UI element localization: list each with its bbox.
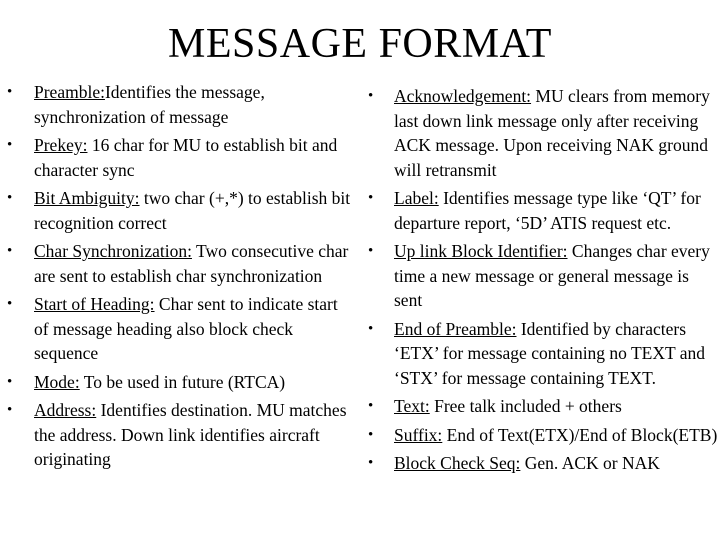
item-text: Identifies destination. MU matches the address. Down link identifies aircraft originating [34,400,347,469]
bullet-icon: • [368,190,374,206]
item-text: Two consecutive char are sent to establish char synchronization [34,241,349,286]
item-term: Bit Ambiguity: [34,188,140,208]
item-term: Suffix: [394,424,443,445]
item-term: Start of Heading: [34,294,155,314]
item-term: End of Preamble: [394,318,517,339]
item-text: Free talk included + others [429,396,622,416]
item-text: To be used in future (RTCA) [79,371,286,392]
item-text: 16 char for MU to establish bit and character sync [34,135,338,180]
item-term: Char Synchronization: [34,241,192,261]
left-bullet-list [6,80,351,476]
list-item [6,133,351,182]
list-item [6,370,351,395]
item-text: Identifies the message, synchronization of message [34,82,265,127]
item-text: two char (+,*) to establish bit recognition correct [34,188,351,233]
bullet-icon: • [7,190,13,206]
bullet-icon: • [7,243,13,259]
list-item [364,317,718,391]
bullet-icon: • [7,402,13,418]
bullet-icon: • [368,426,374,443]
list-item [6,398,351,472]
list-item [364,451,718,476]
item-term: Prekey: [34,135,88,155]
list-item [6,292,351,366]
bullet-icon: • [368,243,374,259]
bullet-icon: • [368,320,374,337]
bullet-icon: • [368,455,374,471]
item-term: Block Check Seq: [394,453,521,473]
item-term: Up link Block Identifier: [394,241,568,261]
bullet-icon: • [368,88,374,104]
bullet-icon: • [7,373,13,390]
list-item [364,394,718,419]
item-text: Changes char every time a new message or general message is sent [394,241,710,310]
list-item [6,186,351,235]
item-text: MU clears from memory last down link message only after receiving ACK message. Upon receiving NAK ground will retransmit [394,86,710,180]
item-text: Gen. ACK or NAK [520,453,660,473]
item-term: Acknowledgement: [394,86,532,106]
item-term: Address: [34,400,97,420]
bullet-icon: • [7,137,13,153]
slide-title: MESSAGE FORMAT [168,21,552,67]
item-term: Text: [394,396,430,416]
item-term: Preamble: [34,82,105,102]
list-item [6,239,351,288]
list-item [6,80,351,129]
item-term: Mode: [34,371,80,392]
list-item [364,84,718,182]
item-text: Char sent to indicate start of message heading also block check sequence [34,294,338,363]
bullet-icon: • [7,84,13,100]
bullet-icon: • [7,296,13,312]
item-text: End of Text(ETX)/End of Block(ETB) [442,424,718,445]
list-item [364,186,718,235]
item-text: Identifies message type like ‘QT’ for departure report, ‘5D’ ATIS request etc. [394,188,701,233]
list-item [364,423,718,448]
right-bullet-list [364,84,718,480]
bullet-icon: • [368,398,374,414]
item-text: Identified by characters ‘ETX’ for message containing no TEXT and ‘STX’ for message containing TEXT. [394,318,706,388]
list-item [364,239,718,313]
item-term: Label: [394,188,439,208]
